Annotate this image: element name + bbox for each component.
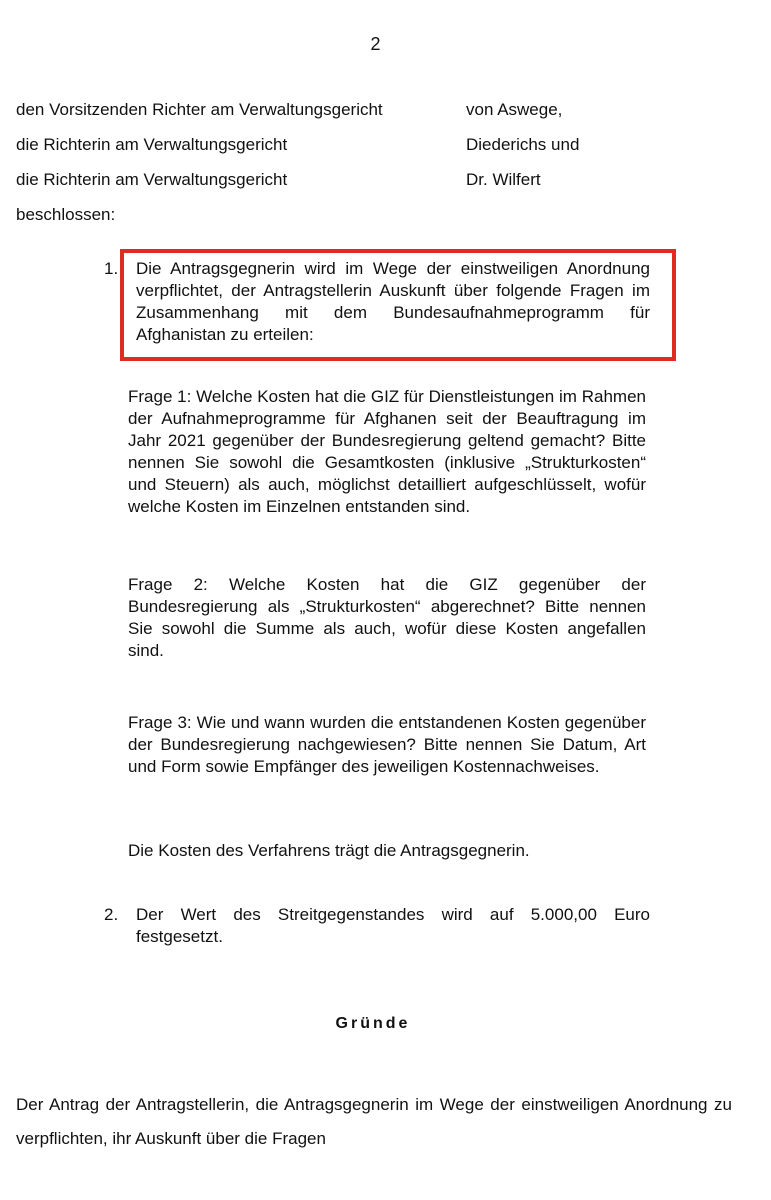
judge-row bbox=[16, 98, 736, 133]
section-heading: Gründe bbox=[335, 1015, 411, 1032]
judge-name: von Aswege, bbox=[466, 100, 563, 119]
ruling-item-number: 2. bbox=[104, 905, 119, 924]
question-3: Frage 3: Wie und wann wurden die entstandenen Kosten gegenüber der Bundesregierung nachgewiesen? Bitte nennen Sie Datum, Art und Form sowie Empfänger des jeweiligen Kostennachweises. bbox=[128, 713, 646, 776]
ruling-item-text: Der Wert des Streitgegenstandes wird auf 5.000,00 Euro festgesetzt. bbox=[136, 905, 650, 946]
ruling-item-text: Die Antragsgegnerin wird im Wege der einstweiligen Anordnung verpflichtet, der Antragstellerin Auskunft über folgende Fragen im Zusammenhang mit dem Bundesaufnahmeprogramm für Afghanistan zu erteilen: bbox=[136, 259, 650, 344]
question-1: Frage 1: Welche Kosten hat die GIZ für Dienstleistungen im Rahmen der Aufnahmeprogramme für Afghanen seit der Beauftragung im Jahr 2021 gegenüber der Bundesregierung geltend gemacht? Bitte nennen Sie sowohl die Gesamtkosten (inklusive „Strukturkosten“ und Steuern) als auch, möglichst detailliert aufgeschlüsselt, wofür welche Kosten im Einzelnen entstanden sind. bbox=[128, 387, 646, 516]
judge-name: Diederichs und bbox=[466, 135, 580, 154]
judge-role: den Vorsitzenden Richter am Verwaltungsgericht bbox=[16, 100, 383, 119]
judge-row bbox=[16, 168, 736, 203]
highlight-box bbox=[120, 249, 676, 361]
body-paragraph: Der Antrag der Antragstellerin, die Antragsgegnerin im Wege der einstweiligen Anordnung zu verpflichten, ihr Auskunft über die Fragen bbox=[16, 1095, 732, 1148]
judge-role: die Richterin am Verwaltungsgericht bbox=[16, 170, 288, 189]
judge-role: die Richterin am Verwaltungsgericht bbox=[16, 135, 288, 154]
judge-row bbox=[16, 133, 736, 168]
ruling-item-number: 1. bbox=[104, 259, 119, 278]
resolved-label: beschlossen: bbox=[16, 205, 116, 224]
judges-list bbox=[16, 98, 736, 203]
judge-name: Dr. Wilfert bbox=[466, 170, 541, 189]
costs-sentence: Die Kosten des Verfahrens trägt die Antragsgegnerin. bbox=[128, 841, 530, 860]
page-number: 2 bbox=[370, 34, 381, 54]
question-2: Frage 2: Welche Kosten hat die GIZ gegenüber der Bundesregierung als „Strukturkosten“ abgerechnet? Bitte nennen Sie sowohl die Summe als auch, wofür diese Kosten angefallen sind. bbox=[128, 575, 646, 660]
